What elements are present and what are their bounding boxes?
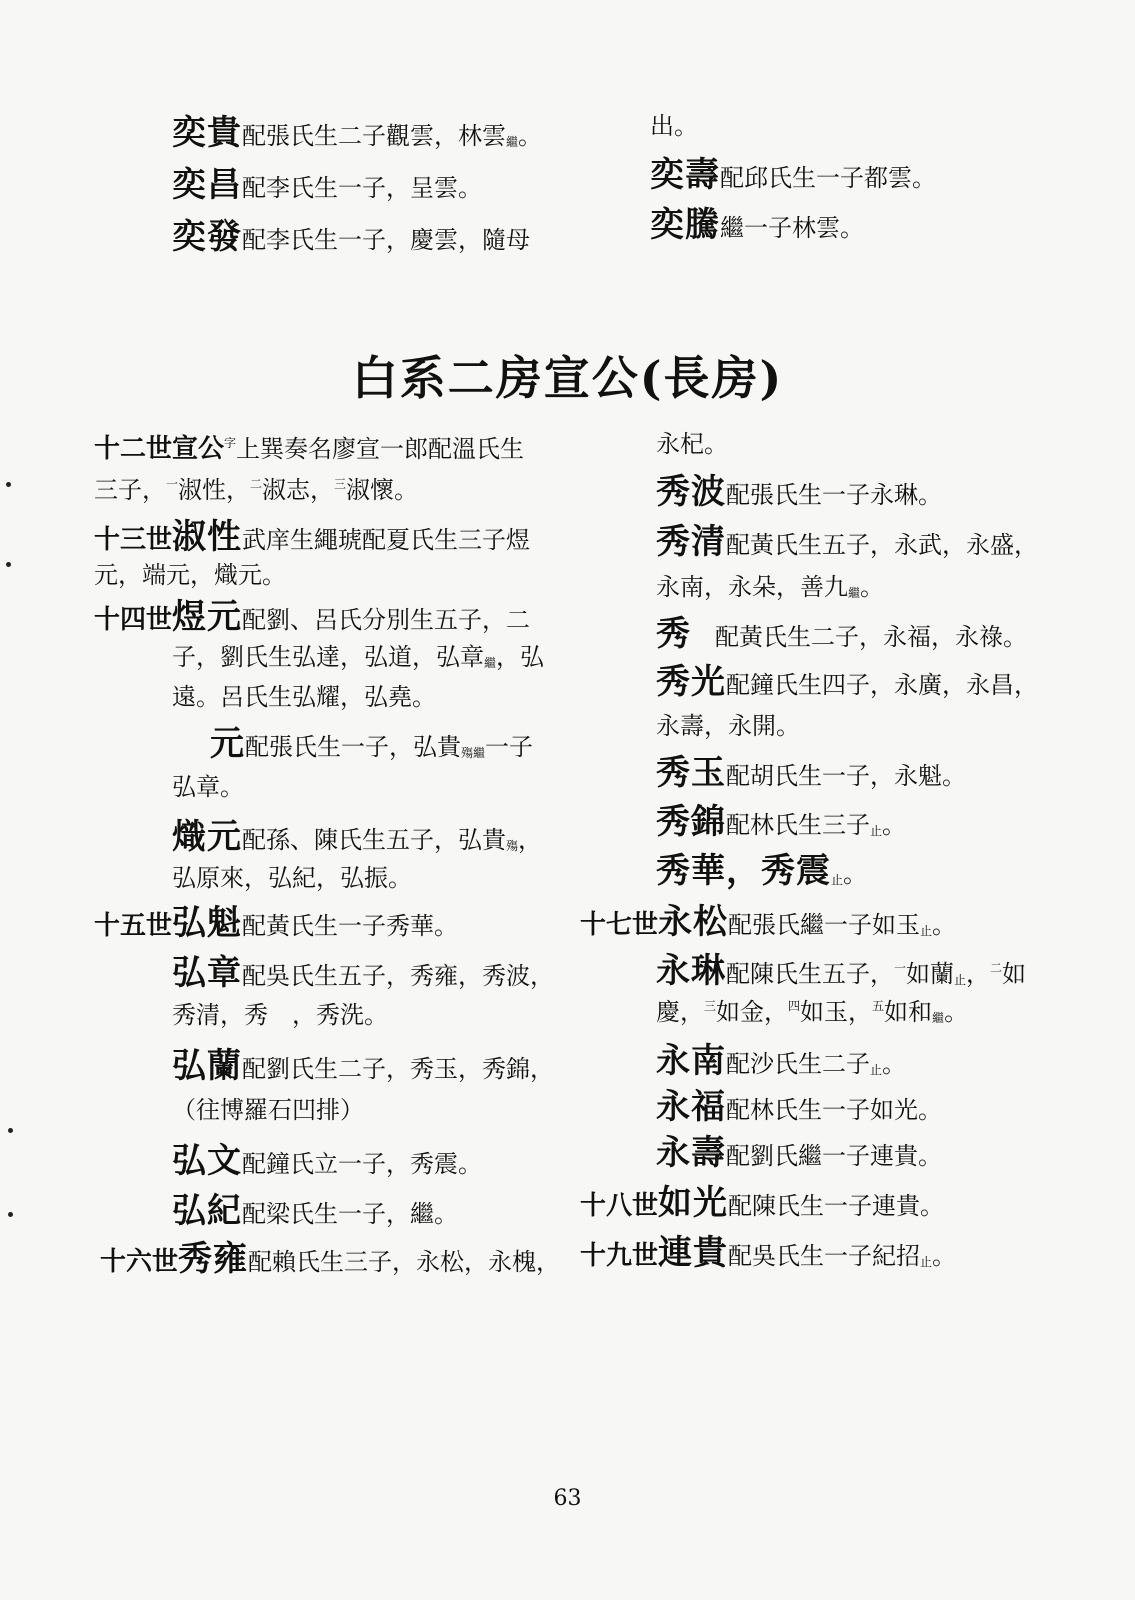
entry-line bbox=[94, 517, 531, 557]
entry-line bbox=[172, 1098, 364, 1122]
entry-text: 配陳氏生一子連貴。 bbox=[728, 1192, 945, 1220]
entry-text: 弘原來，弘紀，弘振。 bbox=[172, 864, 412, 892]
scan-speck bbox=[8, 1128, 13, 1133]
entry-text: 配黃氏生五子，永武，永盛， bbox=[726, 531, 1038, 559]
entry-text: 如玉， bbox=[800, 998, 873, 1026]
entry-line bbox=[172, 1046, 554, 1086]
entry-line bbox=[94, 903, 459, 943]
entry-line bbox=[580, 1183, 945, 1223]
entry-text: 慶， bbox=[656, 998, 704, 1026]
entry-text: 配黃氏生一子秀華。 bbox=[242, 912, 459, 940]
person-name: 元 bbox=[210, 724, 245, 764]
entry-text: 配陳氏生五子， bbox=[726, 960, 894, 988]
entry-line bbox=[656, 1000, 968, 1024]
person-name: 奕昌 bbox=[172, 165, 242, 205]
entry-line bbox=[656, 614, 1027, 654]
entry-text: 永杞。 bbox=[656, 430, 728, 458]
entry-text: 配鐘氏生四子，永廣，永昌， bbox=[726, 671, 1038, 699]
annotation-small: 殤 bbox=[506, 839, 519, 853]
entry-text: 配林氏生三子 bbox=[726, 811, 870, 839]
entry-text: 淑志， bbox=[262, 476, 335, 504]
entry-text: （往博羅石凹排） bbox=[172, 1096, 364, 1124]
person-name: 秀 bbox=[656, 614, 691, 654]
person-name: 奕壽 bbox=[650, 155, 720, 195]
person-name: 弘紀 bbox=[172, 1191, 242, 1231]
entry-line bbox=[656, 753, 966, 793]
entry-line bbox=[172, 165, 482, 205]
person-name: 秀雍 bbox=[178, 1239, 249, 1279]
entry-text: 繼一子林雲。 bbox=[720, 214, 864, 242]
annotation-sup: 三 bbox=[704, 999, 717, 1013]
entry-text: 配張氏繼一子如玉 bbox=[728, 911, 921, 939]
annotation-small: 止 bbox=[920, 924, 933, 938]
annotation-small: 繼 bbox=[848, 586, 861, 600]
entry-text: 淑性， bbox=[178, 476, 251, 504]
person-name: 秀玉 bbox=[656, 753, 726, 793]
entry-tail: 一子 bbox=[485, 733, 534, 761]
entry-line bbox=[210, 724, 534, 764]
entry-text: 配黃氏生二子，永福，永祿。 bbox=[691, 623, 1027, 651]
person-name: 熾元 bbox=[172, 817, 242, 857]
entry-line bbox=[656, 1087, 942, 1127]
entry-text: 配張氏生一子永琳。 bbox=[726, 481, 942, 509]
person-name: 如光 bbox=[658, 1183, 729, 1223]
entry-text: 配沙氏生二子 bbox=[726, 1050, 870, 1078]
person-name: 永南 bbox=[656, 1041, 726, 1081]
entry-line bbox=[656, 714, 800, 738]
annotation-sup: 字 bbox=[224, 436, 237, 450]
generation-label: 十七世 bbox=[580, 910, 659, 940]
page-number: 63 bbox=[553, 1486, 582, 1511]
entry-text: 配李氏生一子，慶雲，隨母 bbox=[242, 226, 530, 254]
person-name: 煜元 bbox=[172, 597, 243, 637]
entry-text: 淑懷。 bbox=[346, 476, 419, 504]
entry-text: 配劉氏生二子，秀玉，秀錦， bbox=[242, 1055, 554, 1083]
person-name: 秀華，秀震 bbox=[656, 851, 831, 891]
entry-line bbox=[172, 685, 436, 709]
entry-text: 配梁氏生一子，繼。 bbox=[242, 1200, 458, 1228]
annotation-small: 止 bbox=[870, 1063, 883, 1077]
entry-tail: 。 bbox=[843, 860, 868, 888]
entry-tail: 。 bbox=[860, 573, 885, 601]
scan-speck bbox=[8, 1212, 13, 1217]
entry-line bbox=[656, 662, 1038, 702]
entry-text: 子，劉氏生弘達，弘道，弘章 bbox=[172, 643, 484, 671]
entry-tail: 。 bbox=[882, 811, 907, 839]
person-name: 秀清 bbox=[656, 522, 726, 562]
entry-line bbox=[94, 436, 524, 462]
entry-text: 如 bbox=[1002, 960, 1027, 988]
entry-text: 元，端元，熾元。 bbox=[94, 561, 286, 589]
person-name: 秀光 bbox=[656, 662, 726, 702]
entry-text: 配劉、呂氏分別生五子，二 bbox=[242, 606, 531, 634]
entry-tail: 。 bbox=[932, 911, 957, 939]
entry-text: 配邱氏生一子都雲。 bbox=[720, 164, 936, 192]
entry-text: 如蘭 bbox=[906, 960, 955, 988]
entry-text: 武庠生繩琥配夏氏生三子煜 bbox=[242, 526, 531, 554]
entry-text: 上巽奏名廖宣一郎配溫氏生 bbox=[236, 435, 525, 463]
entry-line bbox=[172, 1191, 458, 1231]
person-name: 連貴 bbox=[658, 1233, 729, 1273]
generation-label: 十三世 bbox=[94, 525, 173, 555]
entry-line bbox=[172, 866, 412, 890]
entry-line bbox=[172, 817, 543, 857]
person-name: 弘魁 bbox=[172, 903, 243, 943]
annotation-small: 止 bbox=[831, 873, 844, 887]
entry-line bbox=[172, 775, 244, 799]
entry-tail: ， bbox=[518, 826, 543, 854]
annotation-sup: 一 bbox=[894, 961, 907, 975]
person-name: 秀錦 bbox=[656, 802, 726, 842]
entry-text: 配林氏生一子如光。 bbox=[726, 1096, 942, 1124]
person-name: 奕貴 bbox=[172, 113, 242, 153]
entry-line bbox=[580, 1233, 957, 1273]
entry-text: 配胡氏生一子，永魁。 bbox=[726, 762, 966, 790]
entry-text: 如金， bbox=[716, 998, 789, 1026]
entry-text: 三子， bbox=[94, 476, 166, 504]
person-name: 永福 bbox=[656, 1087, 726, 1127]
annotation-small: 繼 bbox=[506, 135, 519, 149]
entry-line bbox=[94, 563, 286, 587]
entry-line bbox=[172, 1003, 388, 1027]
entry-line bbox=[94, 597, 531, 637]
generation-label: 十五世 bbox=[94, 911, 173, 941]
annotation-small: 殤繼 bbox=[461, 746, 486, 760]
annotation-small: 止 bbox=[920, 1255, 933, 1269]
entry-text: ， bbox=[966, 960, 991, 988]
entry-tail: ，弘 bbox=[496, 643, 545, 671]
entry-text: 配孫、陳氏生五子，弘貴 bbox=[242, 826, 506, 854]
entry-line bbox=[656, 851, 868, 891]
entry-line bbox=[172, 953, 554, 993]
entry-line bbox=[656, 472, 942, 512]
entry-line bbox=[650, 155, 936, 195]
entry-text: 配張氏生一子，弘貴 bbox=[245, 733, 461, 761]
scan-speck bbox=[6, 562, 11, 567]
entry-line bbox=[172, 645, 544, 669]
annotation-small: 繼 bbox=[932, 1011, 945, 1025]
entry-line bbox=[656, 1041, 907, 1081]
generation-label: 十六世 bbox=[100, 1247, 179, 1277]
entry-line bbox=[172, 1141, 482, 1181]
annotation-sup: 三 bbox=[334, 477, 347, 491]
entry-line bbox=[650, 205, 864, 245]
entry-text: 配賴氏生三子，永松，永槐， bbox=[248, 1248, 561, 1276]
entry-text: 配張氏生二子觀雲，林雲 bbox=[242, 122, 506, 150]
entry-text: 永南，永朵，善九 bbox=[656, 573, 848, 601]
annotation-sup: 二 bbox=[990, 961, 1003, 975]
entry-text: 配吳氏生五子，秀雍，秀波， bbox=[242, 962, 554, 990]
entry-line bbox=[172, 217, 530, 257]
person-name: 弘蘭 bbox=[172, 1046, 242, 1086]
generation-label: 十九世 bbox=[580, 1241, 659, 1271]
person-name: 弘文 bbox=[172, 1141, 242, 1181]
annotation-sup: 五 bbox=[872, 999, 885, 1013]
entry-text: 配吳氏生一子紀招 bbox=[728, 1242, 921, 1270]
entry-text: 永壽，永開。 bbox=[656, 712, 800, 740]
person-name: 弘章 bbox=[172, 953, 242, 993]
entry-tail: 。 bbox=[882, 1050, 907, 1078]
annotation-sup: 一 bbox=[166, 477, 179, 491]
section-title: 白系二房宣公(長房) bbox=[351, 351, 784, 405]
entry-tail: 。 bbox=[932, 1242, 957, 1270]
entry-text: 出。 bbox=[650, 112, 698, 140]
person-name: 淑性 bbox=[172, 517, 243, 557]
annotation-small: 止 bbox=[870, 824, 883, 838]
annotation-small: 止 bbox=[954, 973, 967, 987]
annotation-sup: 二 bbox=[250, 477, 263, 491]
person-name: 宣公 bbox=[172, 434, 225, 464]
annotation-small: 繼 bbox=[484, 656, 497, 670]
entry-line bbox=[172, 113, 543, 153]
generation-label: 十八世 bbox=[580, 1191, 659, 1221]
entry-line bbox=[656, 575, 884, 599]
entry-text: 遠。呂氏生弘耀，弘堯。 bbox=[172, 683, 436, 711]
entry-tail: 。 bbox=[518, 122, 543, 150]
annotation-sup: 四 bbox=[788, 999, 801, 1013]
person-name: 秀波 bbox=[656, 472, 726, 512]
person-name: 奕發 bbox=[172, 217, 242, 257]
entry-line bbox=[100, 1239, 561, 1279]
person-name: 永壽 bbox=[656, 1133, 726, 1173]
entry-text: 弘章。 bbox=[172, 773, 244, 801]
generation-label: 十二世 bbox=[94, 434, 173, 464]
entry-line bbox=[656, 951, 1027, 991]
entry-text: 配李氏生一子，呈雲。 bbox=[242, 174, 482, 202]
entry-line bbox=[580, 902, 957, 942]
entry-line bbox=[656, 1133, 942, 1173]
entry-line bbox=[656, 802, 907, 842]
entry-line bbox=[656, 432, 728, 456]
person-name: 永琳 bbox=[656, 951, 726, 991]
entry-text: 如和 bbox=[884, 998, 933, 1026]
entry-line bbox=[650, 114, 698, 138]
generation-label: 十四世 bbox=[94, 605, 173, 635]
scan-speck bbox=[6, 482, 11, 487]
entry-text: 秀清，秀 ，秀洗。 bbox=[172, 1001, 388, 1029]
entry-text: 配劉氏繼一子連貴。 bbox=[726, 1142, 942, 1170]
entry-tail: 。 bbox=[944, 998, 969, 1026]
entry-text: 配鐘氏立一子，秀震。 bbox=[242, 1150, 482, 1178]
person-name: 奕騰 bbox=[650, 205, 720, 245]
person-name: 永松 bbox=[658, 902, 729, 942]
entry-line bbox=[94, 478, 418, 502]
entry-line bbox=[656, 522, 1038, 562]
